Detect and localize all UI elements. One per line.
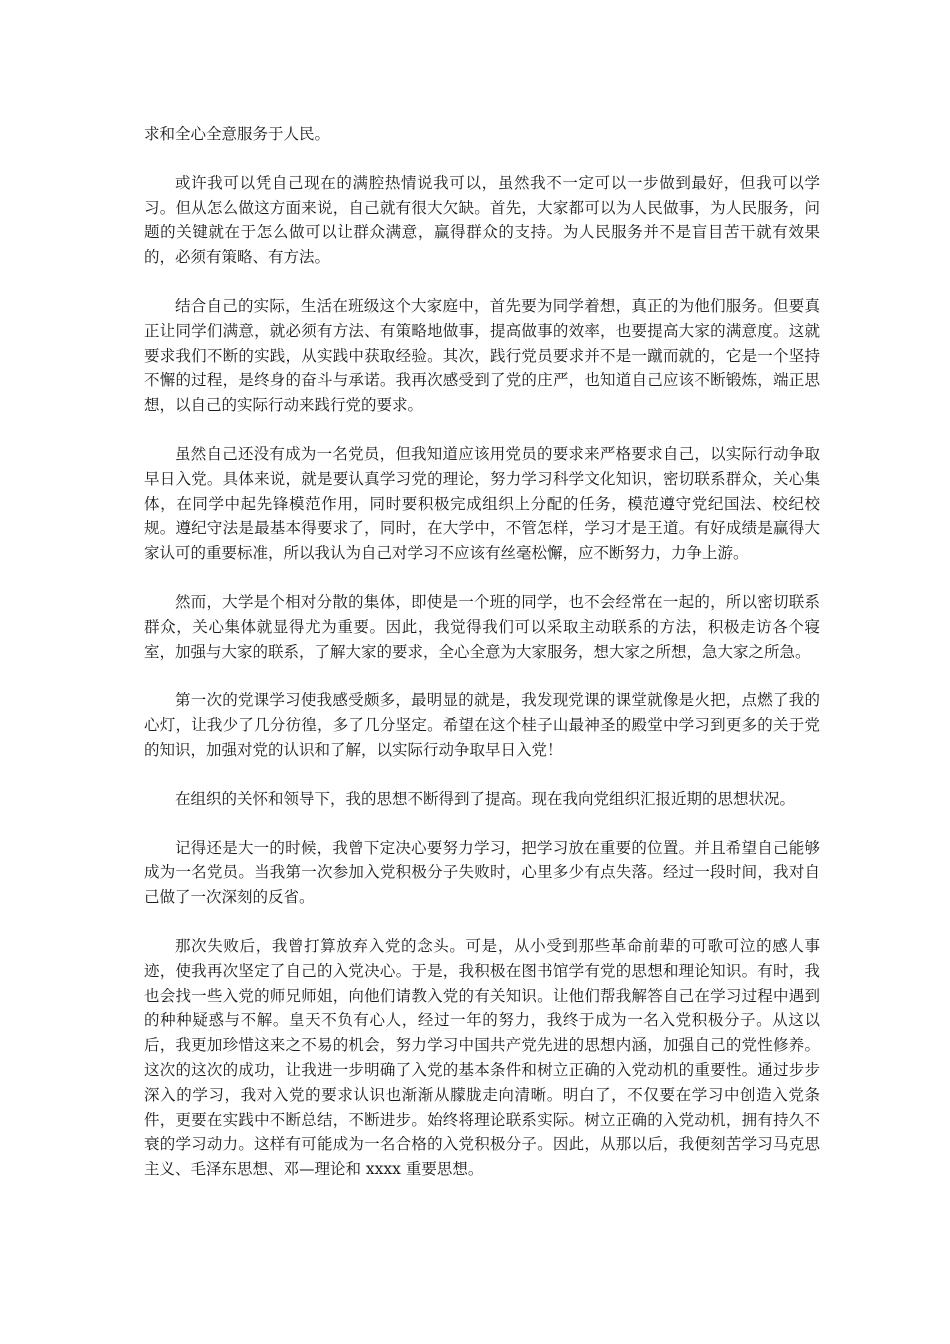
paragraph-8: 记得还是大一的时候，我曾下定决心要努力学习，把学习放在重要的位置。并且希望自己能够成为一名党员。当我第一次参加入党积极分子失败时，心里多少有点失落。经过一段时间，我对自己做了一次深刻的反省。 bbox=[144, 838, 820, 907]
paragraph-7: 在组织的关怀和领导下，我的思想不断得到了提高。现在我向党组织汇报近期的思想状况。 bbox=[175, 789, 796, 808]
document-page bbox=[144, 122, 820, 1206]
paragraph-6: 第一次的党课学习使我感受颇多，最明显的就是，我发现党课的课堂就像是火把，点燃了我的心灯，让我少了几分彷徨，多了几分坚定。希望在这个桂子山最神圣的殿堂中学习到更多的关于党的知识，加强对党的认识和了解，以实际行动争取早日入党！ bbox=[144, 691, 820, 759]
paragraph-9: 那次失败后，我曾打算放弃入党的念头。可是，从小受到那些革命前辈的可歌可泣的感人事迹，使我再次坚定了自己的入党决心。于是，我积极在图书馆学有党的思想和理论知识。有时，我也会找一些入党的师兄师姐，向他们请教入党的有关知识。让他们帮我解答自己在学习过程中遇到的种种疑惑与不解。皇天不负有心人，经过一年的努力，我终于成为一名入党积极分子。从这以后，我更加珍惜这来之不易的机会，努力学习中国共产党先进的思想内涵，加强自己的党性修养。这次的这次的成功，让我进一步明确了入党的基本条件和树立正确的入党动机的重要性。通过步步深入的学习，我对入党的要求认识也渐渐从朦胧走向清晰。明白了，不仅要在学习中创造入党条件，更要在实践中不断总结，不断进步。始终将理论联系实际。树立正确的入党动机，拥有持久不衰的学习动力。这样有可能成为一名合格的入党积极分子。因此，从那以后，我便刻苦学习马克思主义、毛泽东思想、邓—理论和 xxxx 重要思想。 bbox=[144, 936, 820, 1179]
paragraph-3: 结合自己的实际，生活在班级这个大家庭中，首先要为同学着想，真正的为他们服务。但要真正让同学们满意，就必须有方法、有策略地做事，提高做事的效率，也要提高大家的满意度。这就要求我们不断的实践，从实践中获取经验。其次，践行党员要求并不是一蹴而就的，它是一个坚持不懈的过程，是终身的奋斗与承诺。我再次感受到了党的庄严，也知道自己应该不断锻炼，端正思想，以自己的实际行动来践行党的要求。 bbox=[144, 296, 820, 415]
paragraph-2: 或许我可以凭自己现在的满腔热情说我可以，虽然我不一定可以一步做到最好，但我可以学习。但从怎么做这方面来说，自己就有很大欠缺。首先，大家都可以为人民做事，为人民服务，问题的关键就在于怎么做可以让群众满意，赢得群众的支持。为人民服务并不是盲目苦干就有效果的，必须有策略、有方法。 bbox=[144, 173, 820, 267]
paragraph-5: 然而，大学是个相对分散的集体，即使是一个班的同学，也不会经常在一起的，所以密切联系群众，关心集体就显得尤为重要。因此，我觉得我们可以采取主动联系的方法，积极走访各个寝室，加强与大家的联系，了解大家的要求，全心全意为大家服务，想大家之所想，急大家之所急。 bbox=[144, 592, 820, 661]
paragraph-4: 虽然自己还没有成为一名党员，但我知道应该用党员的要求来严格要求自己，以实际行动争取早日入党。具体来说，就是要认真学习党的理论，努力学习科学文化知识，密切联系群众，关心集体，在同学中起先锋模范作用，同时要积极完成组织上分配的任务，模范遵守党纪国法、校纪校规。遵纪守法是最基本得要求了，同时，在大学中，不管怎样，学习才是王道。有好成绩是赢得大家认可的重要标准，所以我认为自己对学习不应该有丝毫松懈，应不断努力，力争上游。 bbox=[144, 444, 820, 563]
paragraph-1: 求和全心全意服务于人民。 bbox=[144, 125, 331, 143]
